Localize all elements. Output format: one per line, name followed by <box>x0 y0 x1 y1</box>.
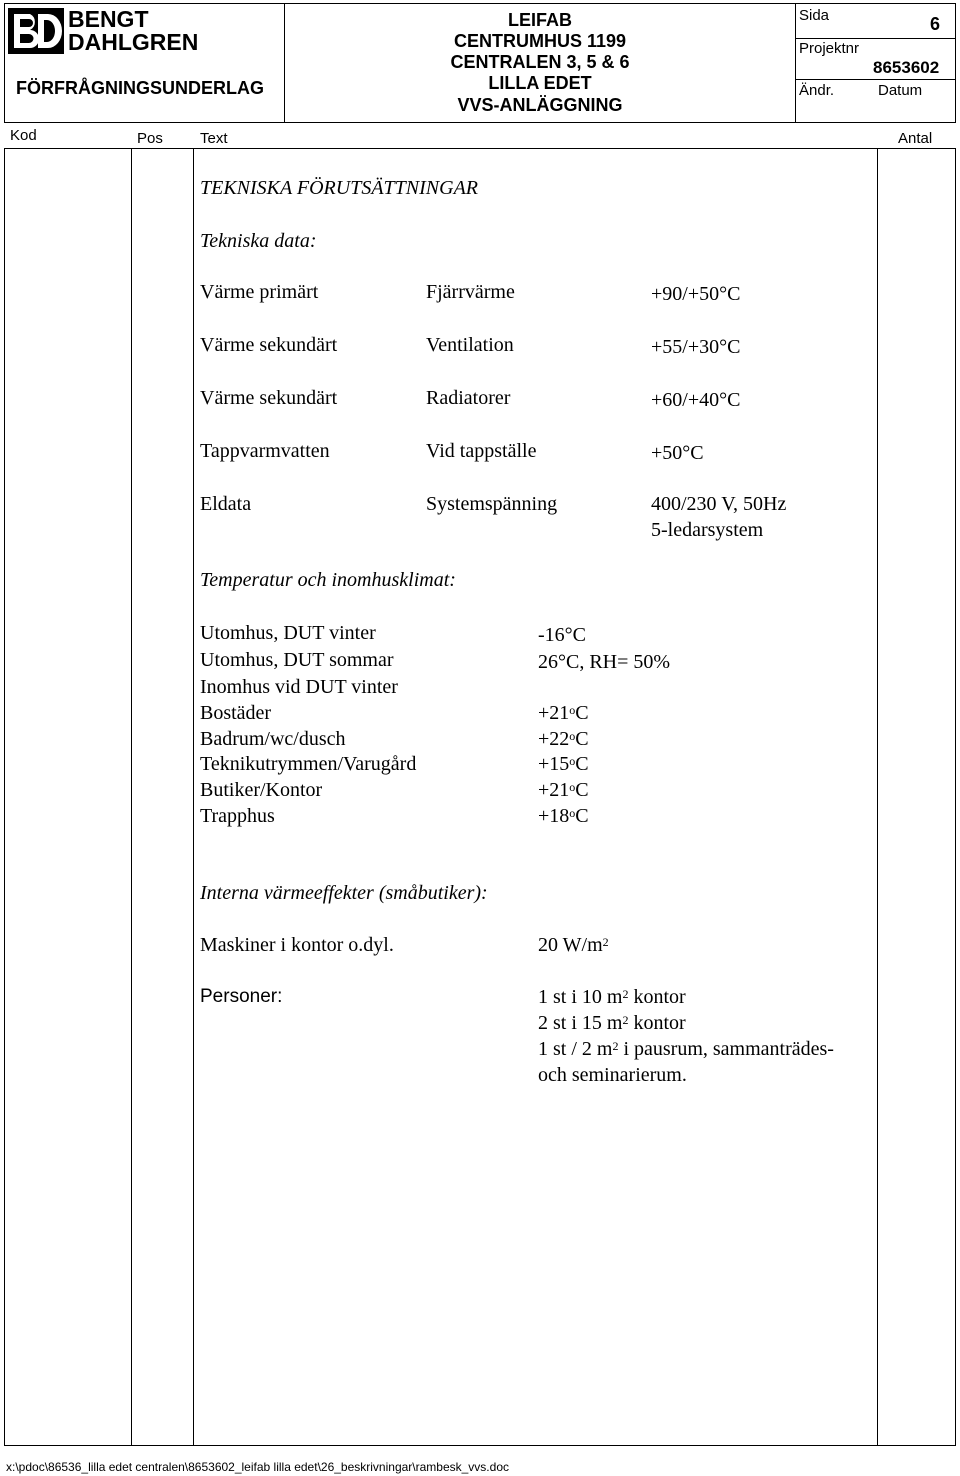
tech-row-medium: Radiatorer <box>426 387 511 409</box>
datum-label: Datum <box>878 82 923 99</box>
project-line-5: VVS-ANLÄGGNING <box>457 95 623 115</box>
tech-row-medium: Systemspänning <box>426 493 558 515</box>
tech-row-value: +60/+40°C <box>651 389 741 411</box>
grid-left-border <box>4 148 5 1445</box>
col-kod: Kod <box>10 127 37 144</box>
climate-row-label: Badrum/wc/dusch <box>200 728 346 750</box>
tech-row-value: +50°C <box>651 442 704 464</box>
col-antal: Antal <box>898 130 933 147</box>
machines-label: Maskiner i kontor o.dyl. <box>200 934 394 956</box>
main-heading: TEKNISKA FÖRUTSÄTTNINGAR <box>200 177 478 199</box>
climate-row-label: Butiker/Kontor <box>200 779 323 801</box>
climate-row-value: $+15^oC$ <box>538 753 589 775</box>
grid-pos-text-divider <box>193 148 194 1445</box>
tech-row-value: 400/230 V, 50Hz <box>651 493 787 515</box>
climate-row-value: $+22^oC$ <box>538 728 589 750</box>
sida-label: Sida <box>799 7 830 24</box>
meta-divider-2 <box>795 79 956 80</box>
col-pos: Pos <box>137 130 163 147</box>
climate-row-value: -16°C <box>538 624 586 646</box>
file-path-footer: x:\pdoc\86536_lilla edet centralen\8653602_leifab lilla edet\26_beskrivningar\rambesk_vvs.doc <box>6 1460 509 1474</box>
tech-row-label: Eldata <box>200 493 252 515</box>
sida-value: 6 <box>930 14 941 34</box>
persons-line: 1 st / 2 $m^2$ i pausrum, sammanträdes- <box>538 1038 834 1060</box>
persons-label: Personer: <box>200 986 283 1007</box>
logo-line2: DAHLGREN <box>68 29 199 55</box>
persons-line: och seminarierum. <box>538 1064 687 1086</box>
header-right-border <box>955 3 956 123</box>
col-text: Text <box>200 130 228 147</box>
andr-label: Ändr. <box>799 82 835 99</box>
persons-line: 1 st i 10 $m^2$ kontor <box>538 986 686 1008</box>
project-line-4: LILLA EDET <box>488 73 592 93</box>
project-line-1: LEIFAB <box>507 10 572 30</box>
projektnr-label: Projektnr <box>799 40 860 57</box>
doc-type: FÖRFRÅGNINGSUNDERLAG <box>16 78 264 98</box>
climate-row-label: Inomhus vid DUT vinter <box>200 676 398 698</box>
header-bottom-border <box>4 122 955 123</box>
climate-row-value: $+21^oC$ <box>538 779 589 801</box>
tech-row-value: +90/+50°C <box>651 283 741 305</box>
tech-row-label: Tappvarmvatten <box>200 440 330 462</box>
tech-row-medium: Vid tappställe <box>426 440 537 462</box>
project-line-2: CENTRUMHUS 1199 <box>453 31 627 51</box>
climate-row-label: Utomhus, DUT vinter <box>200 622 376 644</box>
company-logo <box>8 8 218 56</box>
tech-row-value: +55/+30°C <box>651 336 741 358</box>
climate-row-label: Teknikutrymmen/Varugård <box>200 753 417 775</box>
tech-row-value-2: 5-ledarsystem <box>651 519 764 541</box>
tech-row-label: Värme sekundärt <box>200 334 338 356</box>
meta-divider-1 <box>795 38 956 39</box>
tech-row-label: Värme primärt <box>200 281 319 303</box>
grid-kod-pos-divider <box>131 148 132 1445</box>
grid-text-antal-divider <box>877 148 878 1445</box>
climate-row-label: Trapphus <box>200 805 275 827</box>
climate-row-value: $+18^oC$ <box>538 805 589 827</box>
grid-right-border <box>955 148 956 1445</box>
climate-row-label: Utomhus, DUT sommar <box>200 649 394 671</box>
tech-row-label: Värme sekundärt <box>200 387 338 409</box>
projektnr-value: 8653602 <box>873 58 940 77</box>
climate-heading: Temperatur och inomhusklimat: <box>200 569 456 591</box>
climate-row-value: $+21^oC$ <box>538 702 589 724</box>
bd-logo-icon <box>8 8 64 54</box>
tech-row-medium: Fjärrvärme <box>426 281 515 303</box>
climate-row-value: 26°C, RH= 50% <box>538 651 671 673</box>
header-divider-meta <box>795 3 796 123</box>
internal-heading: Interna värmeeffekter (småbutiker): <box>200 882 488 904</box>
machines-value: 20 $W/m^2$ <box>538 934 609 956</box>
climate-row-label: Bostäder <box>200 702 272 724</box>
tech-row-medium: Ventilation <box>426 334 514 356</box>
grid-bottom-rule <box>4 1445 956 1446</box>
header-left-border <box>4 3 5 123</box>
grid-top-rule <box>4 148 955 149</box>
header-top-border <box>4 3 955 4</box>
project-line-3: CENTRALEN 3, 5 & 6 <box>450 52 630 72</box>
tech-heading: Tekniska data: <box>200 230 317 252</box>
logo-line1: BENGT <box>68 6 149 32</box>
persons-line: 2 st i 15 $m^2$ kontor <box>538 1012 686 1034</box>
